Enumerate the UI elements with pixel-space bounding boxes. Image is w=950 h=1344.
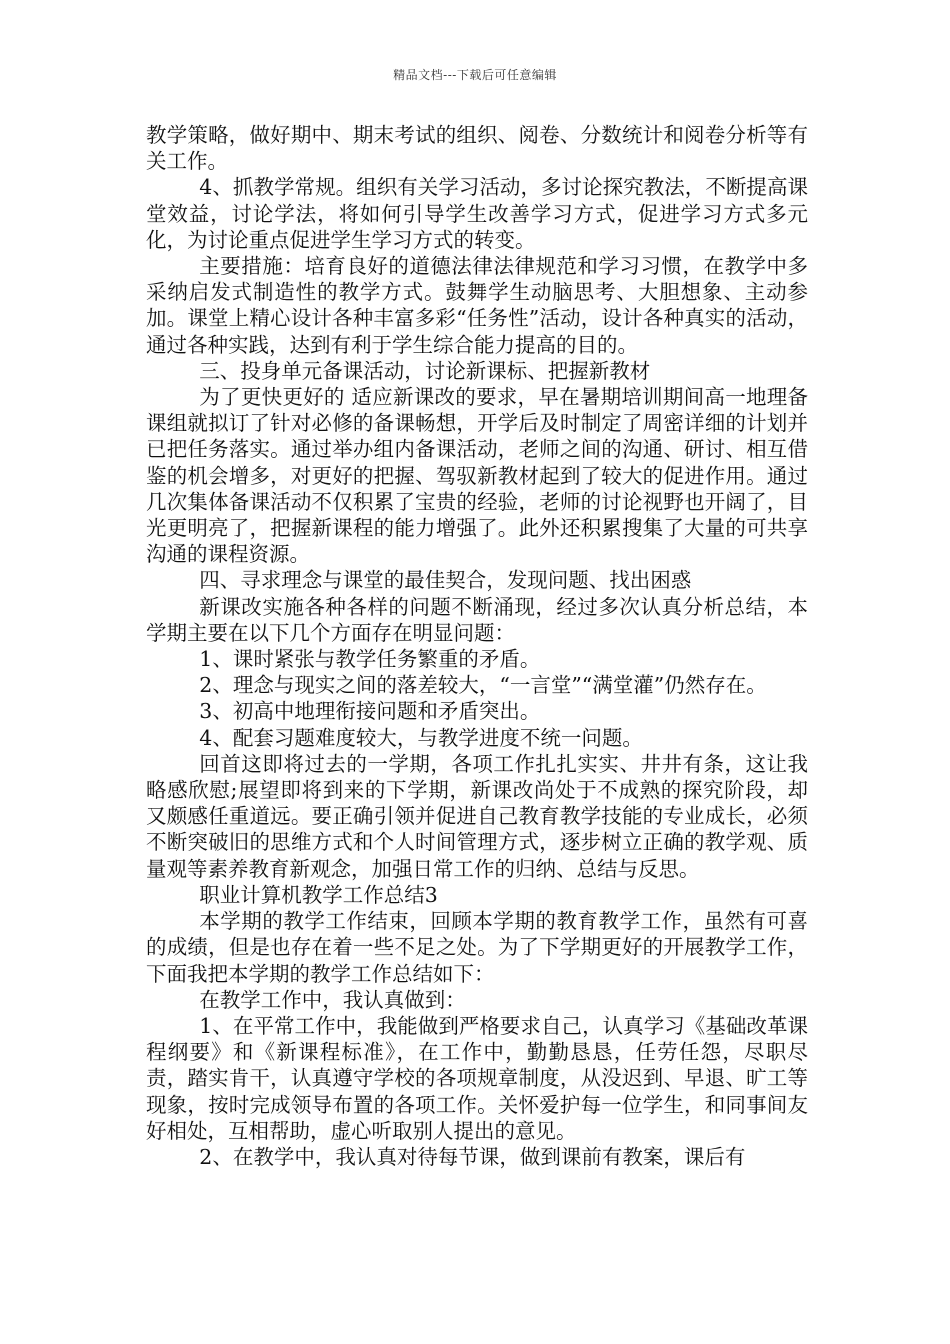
- document-title: 职业计算机教学工作总结3: [199, 882, 438, 907]
- paragraph: 主要措施：培育良好的道德法律法律规范和学习习惯，在教学中多采纳启发式制造性的教学方式。鼓舞学生动脑思考、大胆想象、主动参加。课堂上精心设计各种丰富多彩“任务性”活动，设计各种真实的活动，通过各种实践，达到有利于学生综合能力提高的目的。: [146, 254, 808, 357]
- page-header: 精品文档---下载后可任意编辑: [393, 68, 557, 82]
- paragraph: 教学策略，做好期中、期末考试的组织、阅卷、分数统计和阅卷分析等有关工作。: [146, 123, 808, 174]
- paragraph: 4、抓教学常规。组织有关学习活动，多讨论探究教法，不断提高课堂效益，讨论学法，将如何引导学生改善学习方式，促进学习方式多元化，为讨论重点促进学生学习方式的转变。: [146, 175, 808, 252]
- paragraph: 回首这即将过去的一学期，各项工作扎扎实实、井井有条，这让我略感欣慰;展望即将到来的下学期，新课改尚处于不成熟的探究阶段，却又颇感任重道远。要正确引领并促进自己教育教学技能的专业成长，必须不断突破旧的思维方式和个人时间管理方式，逐步树立正确的教学观、质量观等素养教育新观念，加强日常工作的归纳、总结与反思。: [146, 751, 808, 881]
- list-item: 1、课时紧张与教学任务繁重的矛盾。: [199, 647, 541, 672]
- list-item: 3、初高中地理衔接问题和矛盾突出。: [199, 699, 541, 724]
- paragraph: 新课改实施各种各样的问题不断涌现，经过多次认真分析总结，本学期主要在以下几个方面存在明显问题：: [146, 594, 808, 645]
- section-heading: 三、投身单元备课活动，讨论新课标、把握新教材: [199, 358, 651, 383]
- paragraph: 本学期的教学工作结束，回顾本学期的教育教学工作，虽然有可喜的成绩，但是也存在着一些不足之处。为了下学期更好的开展教学工作，下面我把本学期的教学工作总结如下：: [146, 909, 808, 986]
- paragraph: 在教学工作中，我认真做到：: [199, 987, 466, 1012]
- list-item: 2、理念与现实之间的落差较大，“一言堂”“满堂灌”仍然存在。: [199, 673, 767, 698]
- document-body: [146, 122, 808, 1170]
- section-heading: 四、寻求理念与课堂的最佳契合，发现问题、找出困惑: [199, 568, 692, 593]
- paragraph: 为了更快更好的 适应新课改的要求，早在暑期培训期间高一地理备课组就拟订了针对必修的备课畅想，开学后及时制定了周密详细的计划并已把任务落实。通过举办组内备课活动，老师之间的沟通、研讨、相互借鉴的机会增多，对更好的把握、驾驭新教材起到了较大的促进作用。通过几次集体备课活动不仅积累了宝贵的经验，老师的讨论视野也开阔了，目光更明亮了，把握新课程的能力增强了。此外还积累搜集了大量的可共享沟通的课程资源。: [146, 385, 808, 567]
- list-item: 2、在教学中，我认真对待每节课，做到课前有教案，课后有: [199, 1144, 746, 1169]
- list-item: 1、在平常工作中，我能做到严格要求自己，认真学习《基础改革课程纲要》和《新课程标准》，在工作中，勤勤恳恳，任劳任怨，尽职尽责，踏实肯干，认真遵守学校的各项规章制度，从没迟到、早退、旷工等现象，按时完成领导布置的各项工作。关怀爱护每一位学生，和同事间友好相处，互相帮助，虚心听取别人提出的意见。: [146, 1013, 808, 1143]
- list-item: 4、配套习题难度较大，与教学进度不统一问题。: [199, 725, 643, 750]
